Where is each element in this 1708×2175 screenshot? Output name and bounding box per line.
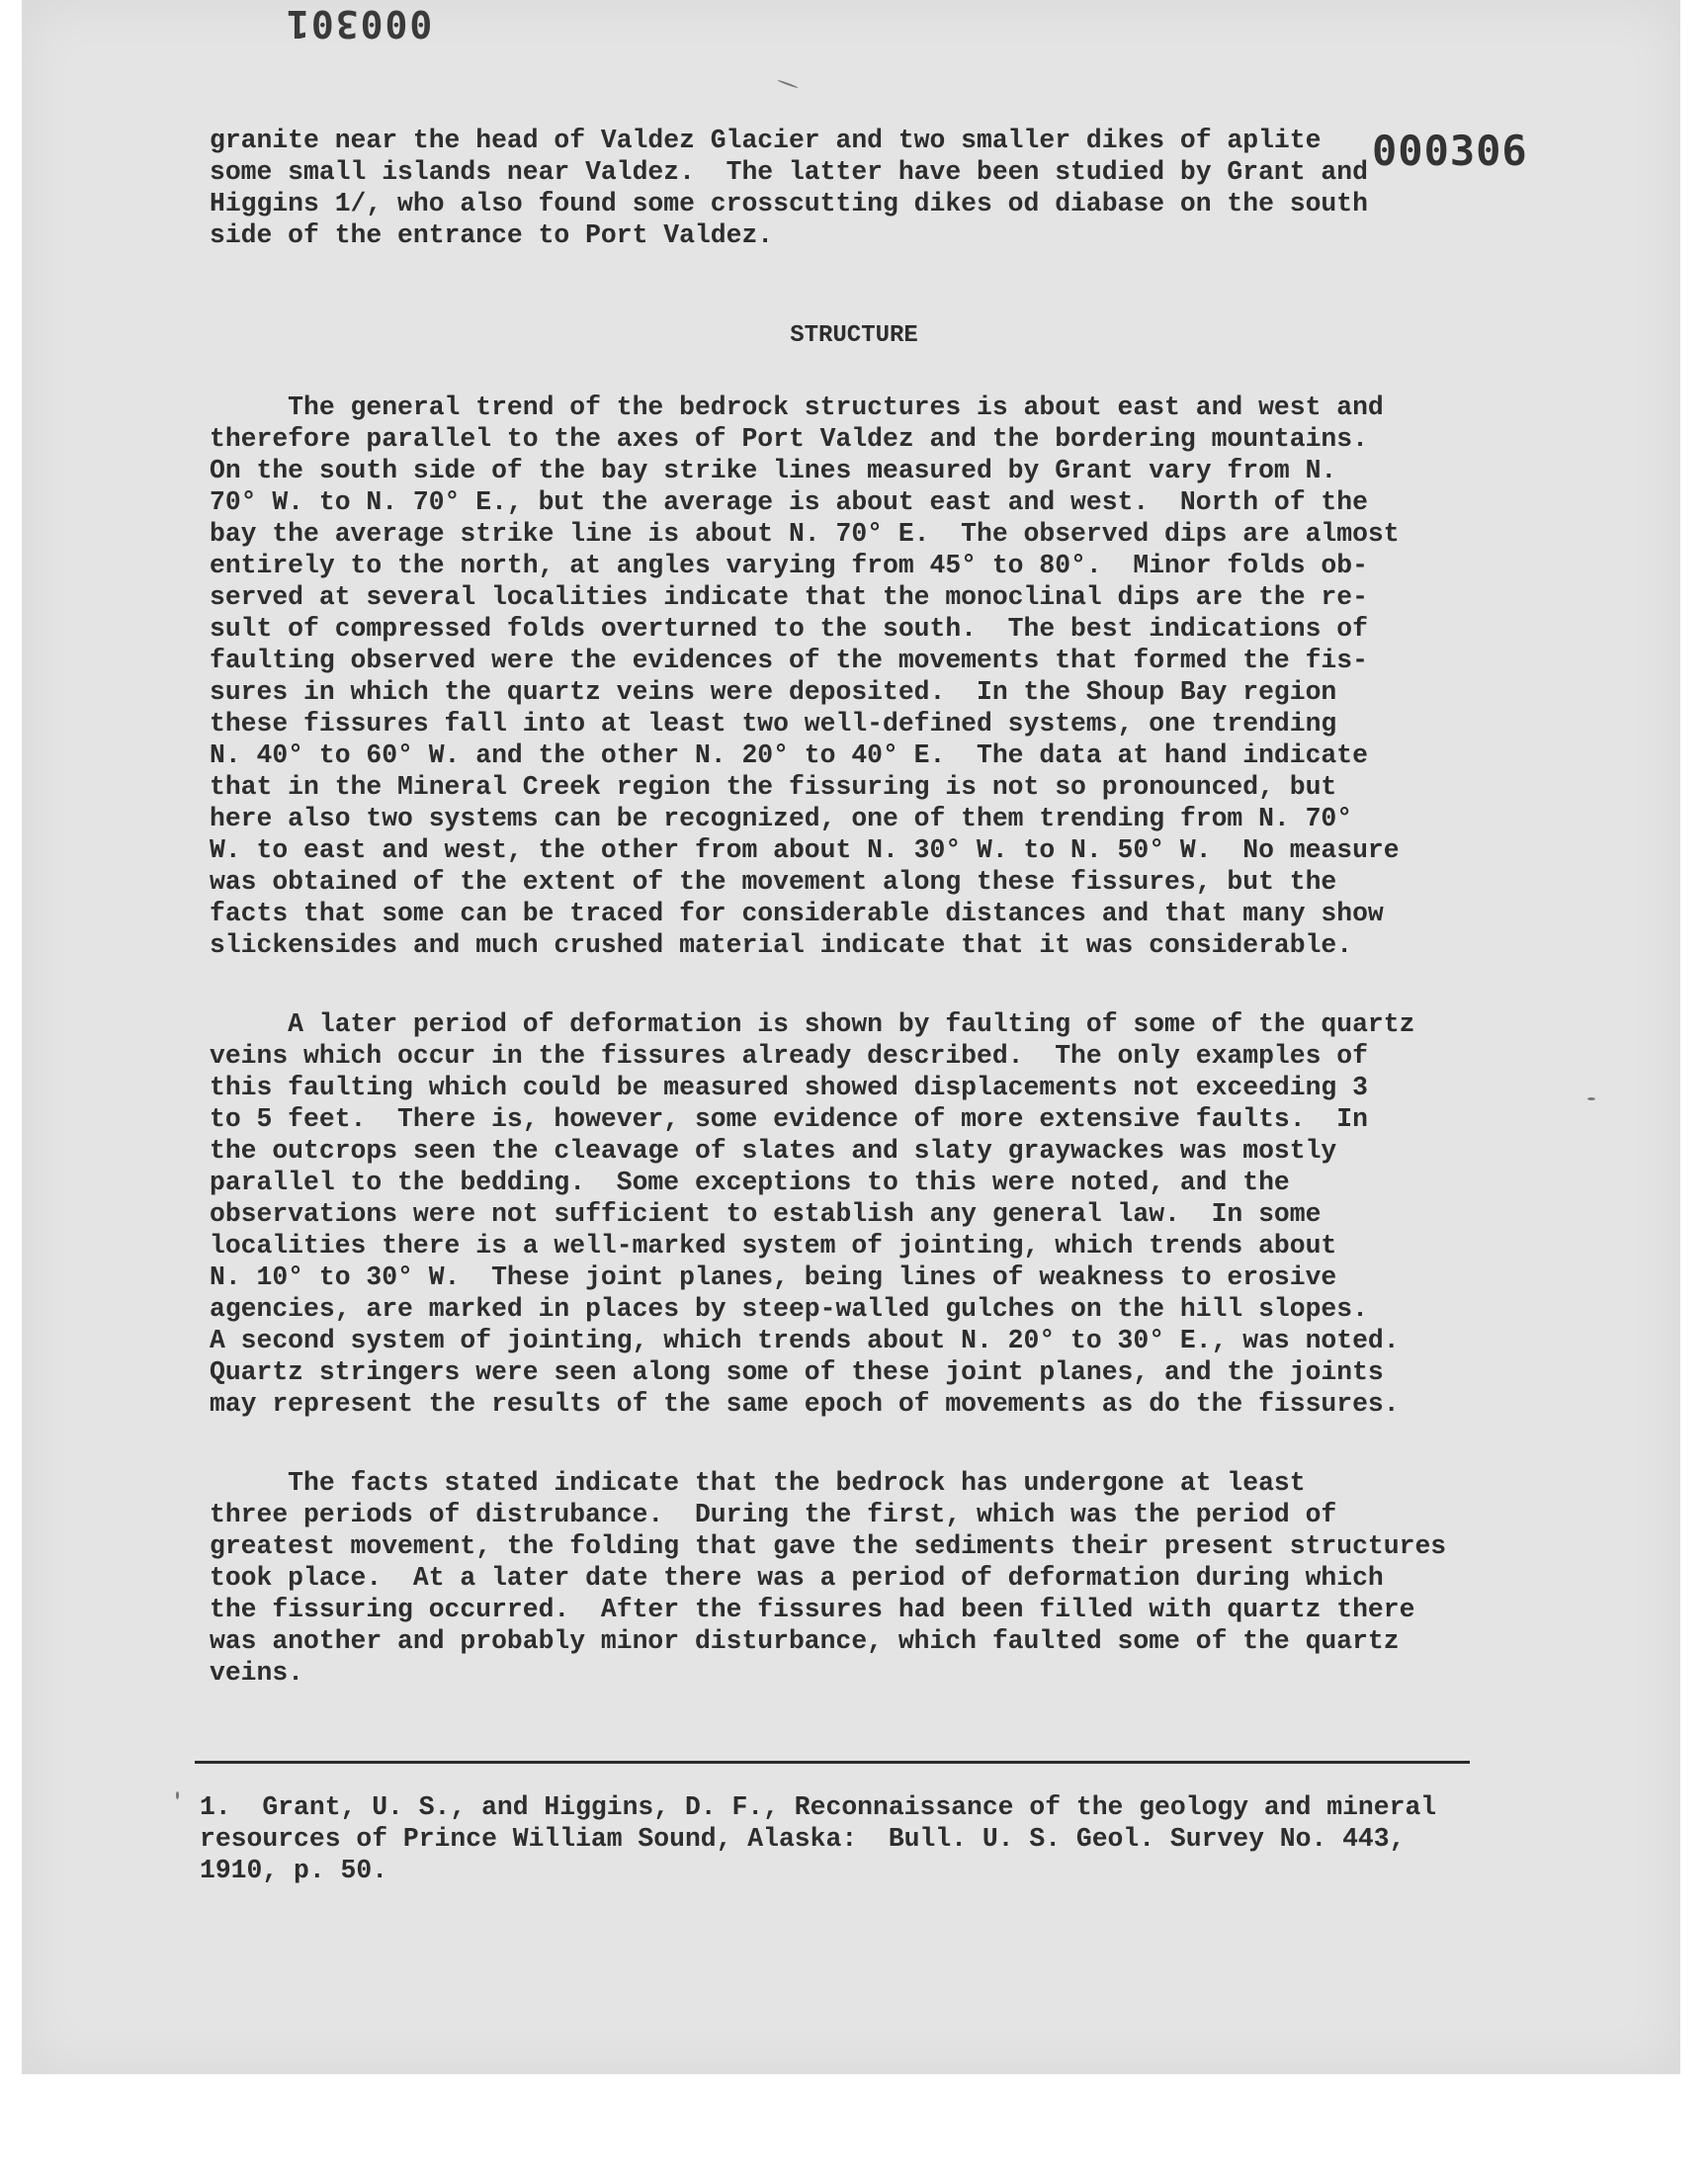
text-line: some small islands near Valdez. The latter have been studied by Grant and (210, 157, 1368, 187)
text-line: The facts stated indicate that the bedrock has undergone at least (210, 1468, 1306, 1498)
text-line: N. 40° to 60° W. and the other N. 20° to 40° E. The data at hand indicate (210, 740, 1368, 770)
text-line: may represent the results of the same epoch of movements as do the fissures. (210, 1389, 1400, 1419)
text-line: parallel to the bedding. Some exceptions to this were noted, and the (210, 1168, 1290, 1197)
text-line: facts that some can be traced for considerable distances and that many show (210, 899, 1384, 928)
text-line: bay the average strike line is about N. 70° E. The observed dips are almost (210, 519, 1400, 549)
text-line: the fissuring occurred. After the fissures had been filled with quartz there (210, 1595, 1415, 1624)
scan-speck (176, 1791, 179, 1799)
text-line: 70° W. to N. 70° E., but the average is about east and west. North of the (210, 487, 1368, 517)
page-stamp-right: 000306 (1372, 127, 1528, 175)
text-line: this faulting which could be measured showed displacements not exceeding 3 (210, 1073, 1368, 1102)
text-line: to 5 feet. There is, however, some evidence of more extensive faults. In (210, 1104, 1368, 1134)
text-line: was obtained of the extent of the movement along these fissures, but the (210, 867, 1337, 897)
text-line: three periods of distrubance. During the first, which was the period of (210, 1500, 1337, 1529)
text-line: Quartz stringers were seen along some of these joint planes, and the joints (210, 1357, 1384, 1387)
text-line: served at several localities indicate that the monoclinal dips are the re- (210, 582, 1368, 612)
text-line: The general trend of the bedrock structures is about east and west and (210, 392, 1384, 422)
text-line: Higgins 1/, who also found some crosscutting dikes od diabase on the south (210, 189, 1368, 218)
footnote-line: 1. Grant, U. S., and Higgins, D. F., Reconnaissance of the geology and mineral (200, 1792, 1437, 1822)
text-line: A later period of deformation is shown by faulting of some of the quartz (210, 1009, 1415, 1039)
text-line: veins which occur in the fissures already described. The only examples of (210, 1041, 1368, 1071)
text-line: greatest movement, the folding that gave the sediments their present structures (210, 1531, 1447, 1561)
text-line: granite near the head of Valdez Glacier and two smaller dikes of aplite (210, 126, 1322, 155)
text-line: the outcrops seen the cleavage of slates and slaty graywackes was mostly (210, 1136, 1337, 1166)
text-line: localities there is a well-marked system of jointing, which trends about (210, 1231, 1337, 1261)
text-line: faulting observed were the evidences of the movements that formed the fis- (210, 646, 1368, 675)
page-stamp-top: 000301 (285, 2, 433, 45)
text-line: sult of compressed folds overturned to the south. The best indications of (210, 614, 1368, 644)
footnote-line: 1910, p. 50. (200, 1856, 388, 1885)
text-line: was another and probably minor disturbance, which faulted some of the quartz (210, 1626, 1400, 1656)
footnote-divider (195, 1761, 1470, 1764)
text-line: agencies, are marked in places by steep-walled gulches on the hill slopes. (210, 1294, 1368, 1324)
text-line: slickensides and much crushed material indicate that it was considerable. (210, 930, 1353, 960)
text-line: On the south side of the bay strike lines measured by Grant vary from N. (210, 456, 1337, 485)
text-line: therefore parallel to the axes of Port Valdez and the bordering mountains. (210, 424, 1368, 454)
text-line: entirely to the north, at angles varying from 45° to 80°. Minor folds ob- (210, 551, 1368, 580)
text-line: N. 10° to 30° W. These joint planes, being lines of weakness to erosive (210, 1262, 1337, 1292)
text-line: A second system of jointing, which trends about N. 20° to 30° E., was noted. (210, 1326, 1400, 1355)
text-line: veins. (210, 1658, 304, 1688)
text-line: observations were not sufficient to establish any general law. In some (210, 1199, 1322, 1229)
text-line: took place. At a later date there was a period of deformation during which (210, 1563, 1384, 1593)
text-line: W. to east and west, the other from about N. 30° W. to N. 50° W. No measure (210, 835, 1400, 865)
section-heading: STRUCTURE (790, 322, 918, 349)
text-line: here also two systems can be recognized, one of them trending from N. 70° (210, 804, 1353, 833)
text-line: that in the Mineral Creek region the fissuring is not so pronounced, but (210, 772, 1337, 802)
text-line: side of the entrance to Port Valdez. (210, 220, 774, 250)
footnote-line: resources of Prince William Sound, Alaska: Bull. U. S. Geol. Survey No. 443, (200, 1824, 1406, 1854)
text-line: these fissures fall into at least two well-defined systems, one trending (210, 709, 1337, 739)
scan-speck (1587, 1097, 1595, 1100)
text-line: sures in which the quartz veins were deposited. In the Shoup Bay region (210, 677, 1337, 707)
